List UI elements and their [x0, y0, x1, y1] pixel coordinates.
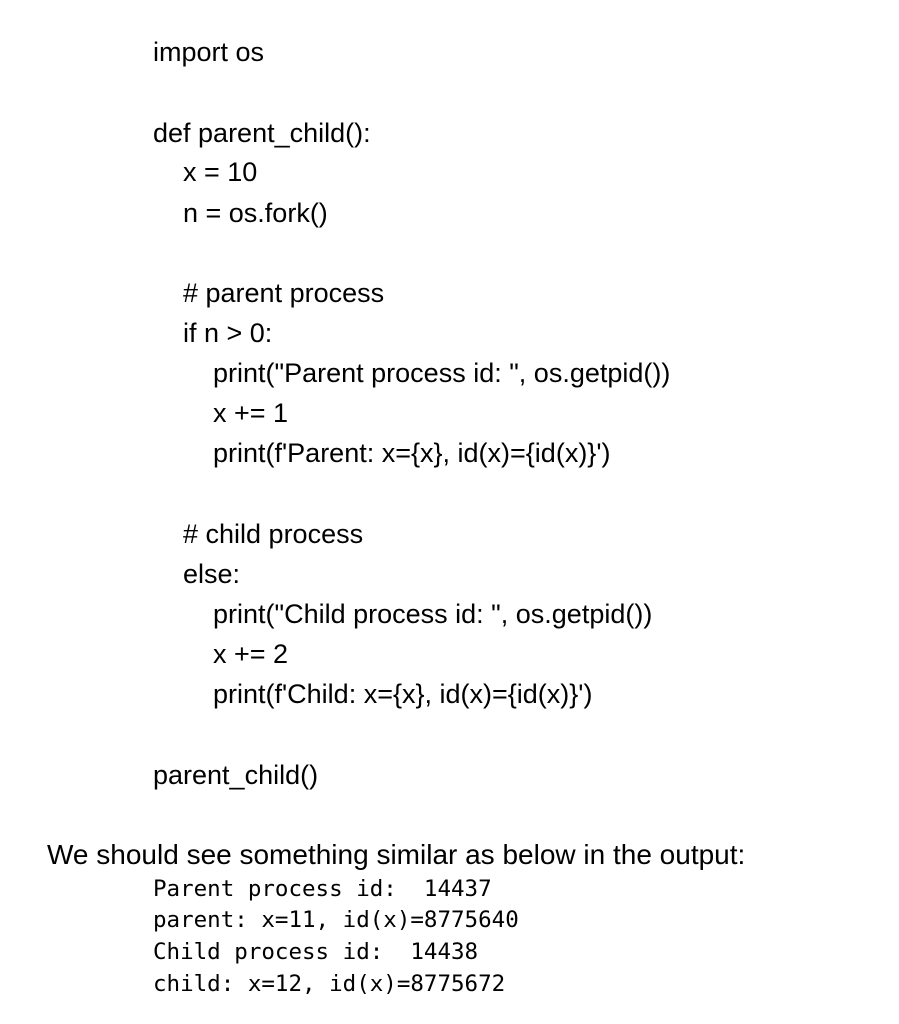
code-line: x += 1: [213, 398, 289, 428]
code-line: x += 2: [213, 639, 289, 669]
code-line: n = os.fork(): [183, 198, 328, 228]
code-line: import os: [153, 37, 265, 67]
code-line: if n > 0:: [183, 318, 273, 348]
output-line: parent: x=11, id(x)=8775640: [153, 907, 519, 933]
code-line: print(f'Child: x={x}, id(x)={id(x)}'): [213, 679, 593, 709]
output-line: Parent process id: 14437: [153, 876, 492, 902]
output-line: child: x=12, id(x)=8775672: [153, 971, 506, 997]
code-line: x = 10: [183, 157, 258, 187]
output-line: Child process id: 14438: [153, 939, 479, 965]
code-line: # parent process: [183, 278, 385, 308]
code-line: print("Child process id: ", os.getpid()): [213, 599, 653, 629]
code-line: # child process: [183, 519, 364, 549]
code-line: else:: [183, 559, 241, 589]
code-line: print(f'Parent: x={x}, id(x)={id(x)}'): [213, 438, 611, 468]
code-line: parent_child(): [153, 760, 319, 790]
code-line: def parent_child():: [153, 118, 371, 148]
output-intro-text: We should see something similar as below in the output:: [47, 839, 746, 870]
code-line: print("Parent process id: ", os.getpid()): [213, 358, 671, 388]
